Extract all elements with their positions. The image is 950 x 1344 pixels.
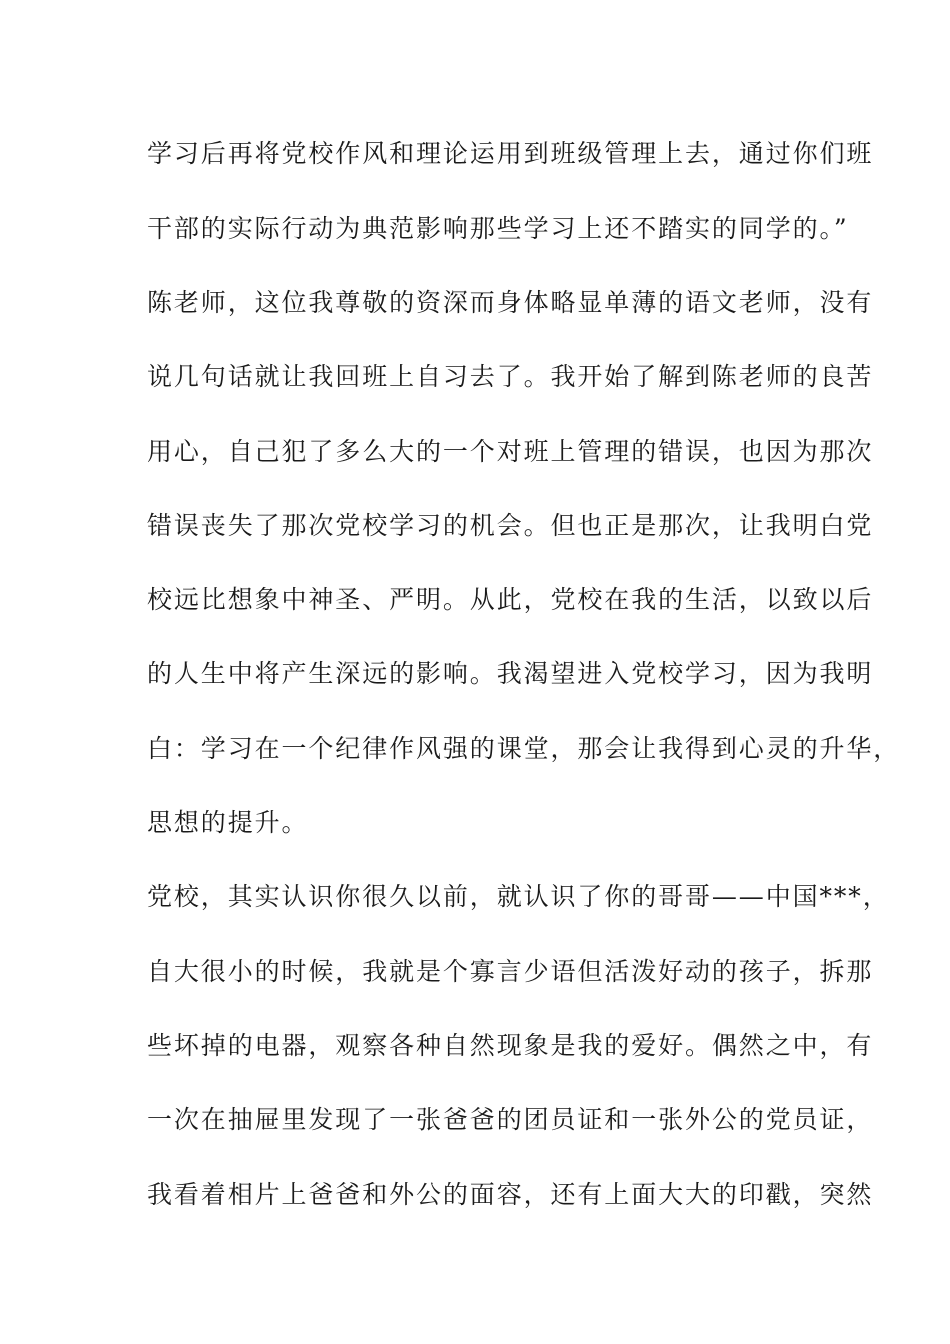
text-line: 自大很小的时候，我就是个寡言少语但活泼好动的孩子，拆那: [147, 957, 874, 986]
text-line: 说几句话就让我回班上自习去了。我开始了解到陈老师的良苦: [147, 362, 874, 391]
text-line: 一次在抽屉里发现了一张爸爸的团员证和一张外公的党员证，: [147, 1105, 874, 1134]
text-line: 错误丧失了那次党校学习的机会。但也正是那次，让我明白党: [147, 511, 874, 540]
text-line: 干部的实际行动为典范影响那些学习上还不踏实的同学的。”: [147, 214, 849, 243]
text-line: 陈老师，这位我尊敬的资深而身体略显单薄的语文老师，没有: [147, 288, 874, 317]
text-line: 的人生中将产生深远的影响。我渴望进入党校学习，因为我明: [147, 659, 874, 688]
text-line: 校远比想象中神圣、严明。从此，党校在我的生活，以致以后: [147, 585, 874, 614]
text-line: 些坏掉的电器，观察各种自然现象是我的爱好。偶然之中，有: [147, 1031, 874, 1060]
text-line: 党校，其实认识你很久以前，就认识了你的哥哥——中国***，: [147, 882, 890, 911]
text-line: 学习后再将党校作风和理论运用到班级管理上去，通过你们班: [147, 139, 874, 168]
text-line: 思想的提升。: [147, 808, 309, 837]
text-line: 白：学习在一个纪律作风强的课堂，那会让我得到心灵的升华，: [147, 734, 901, 763]
text-line: 用心，自己犯了多么大的一个对班上管理的错误，也因为那次: [147, 437, 874, 466]
text-line: 我看着相片上爸爸和外公的面容，还有上面大大的印戳，突然: [147, 1180, 874, 1209]
